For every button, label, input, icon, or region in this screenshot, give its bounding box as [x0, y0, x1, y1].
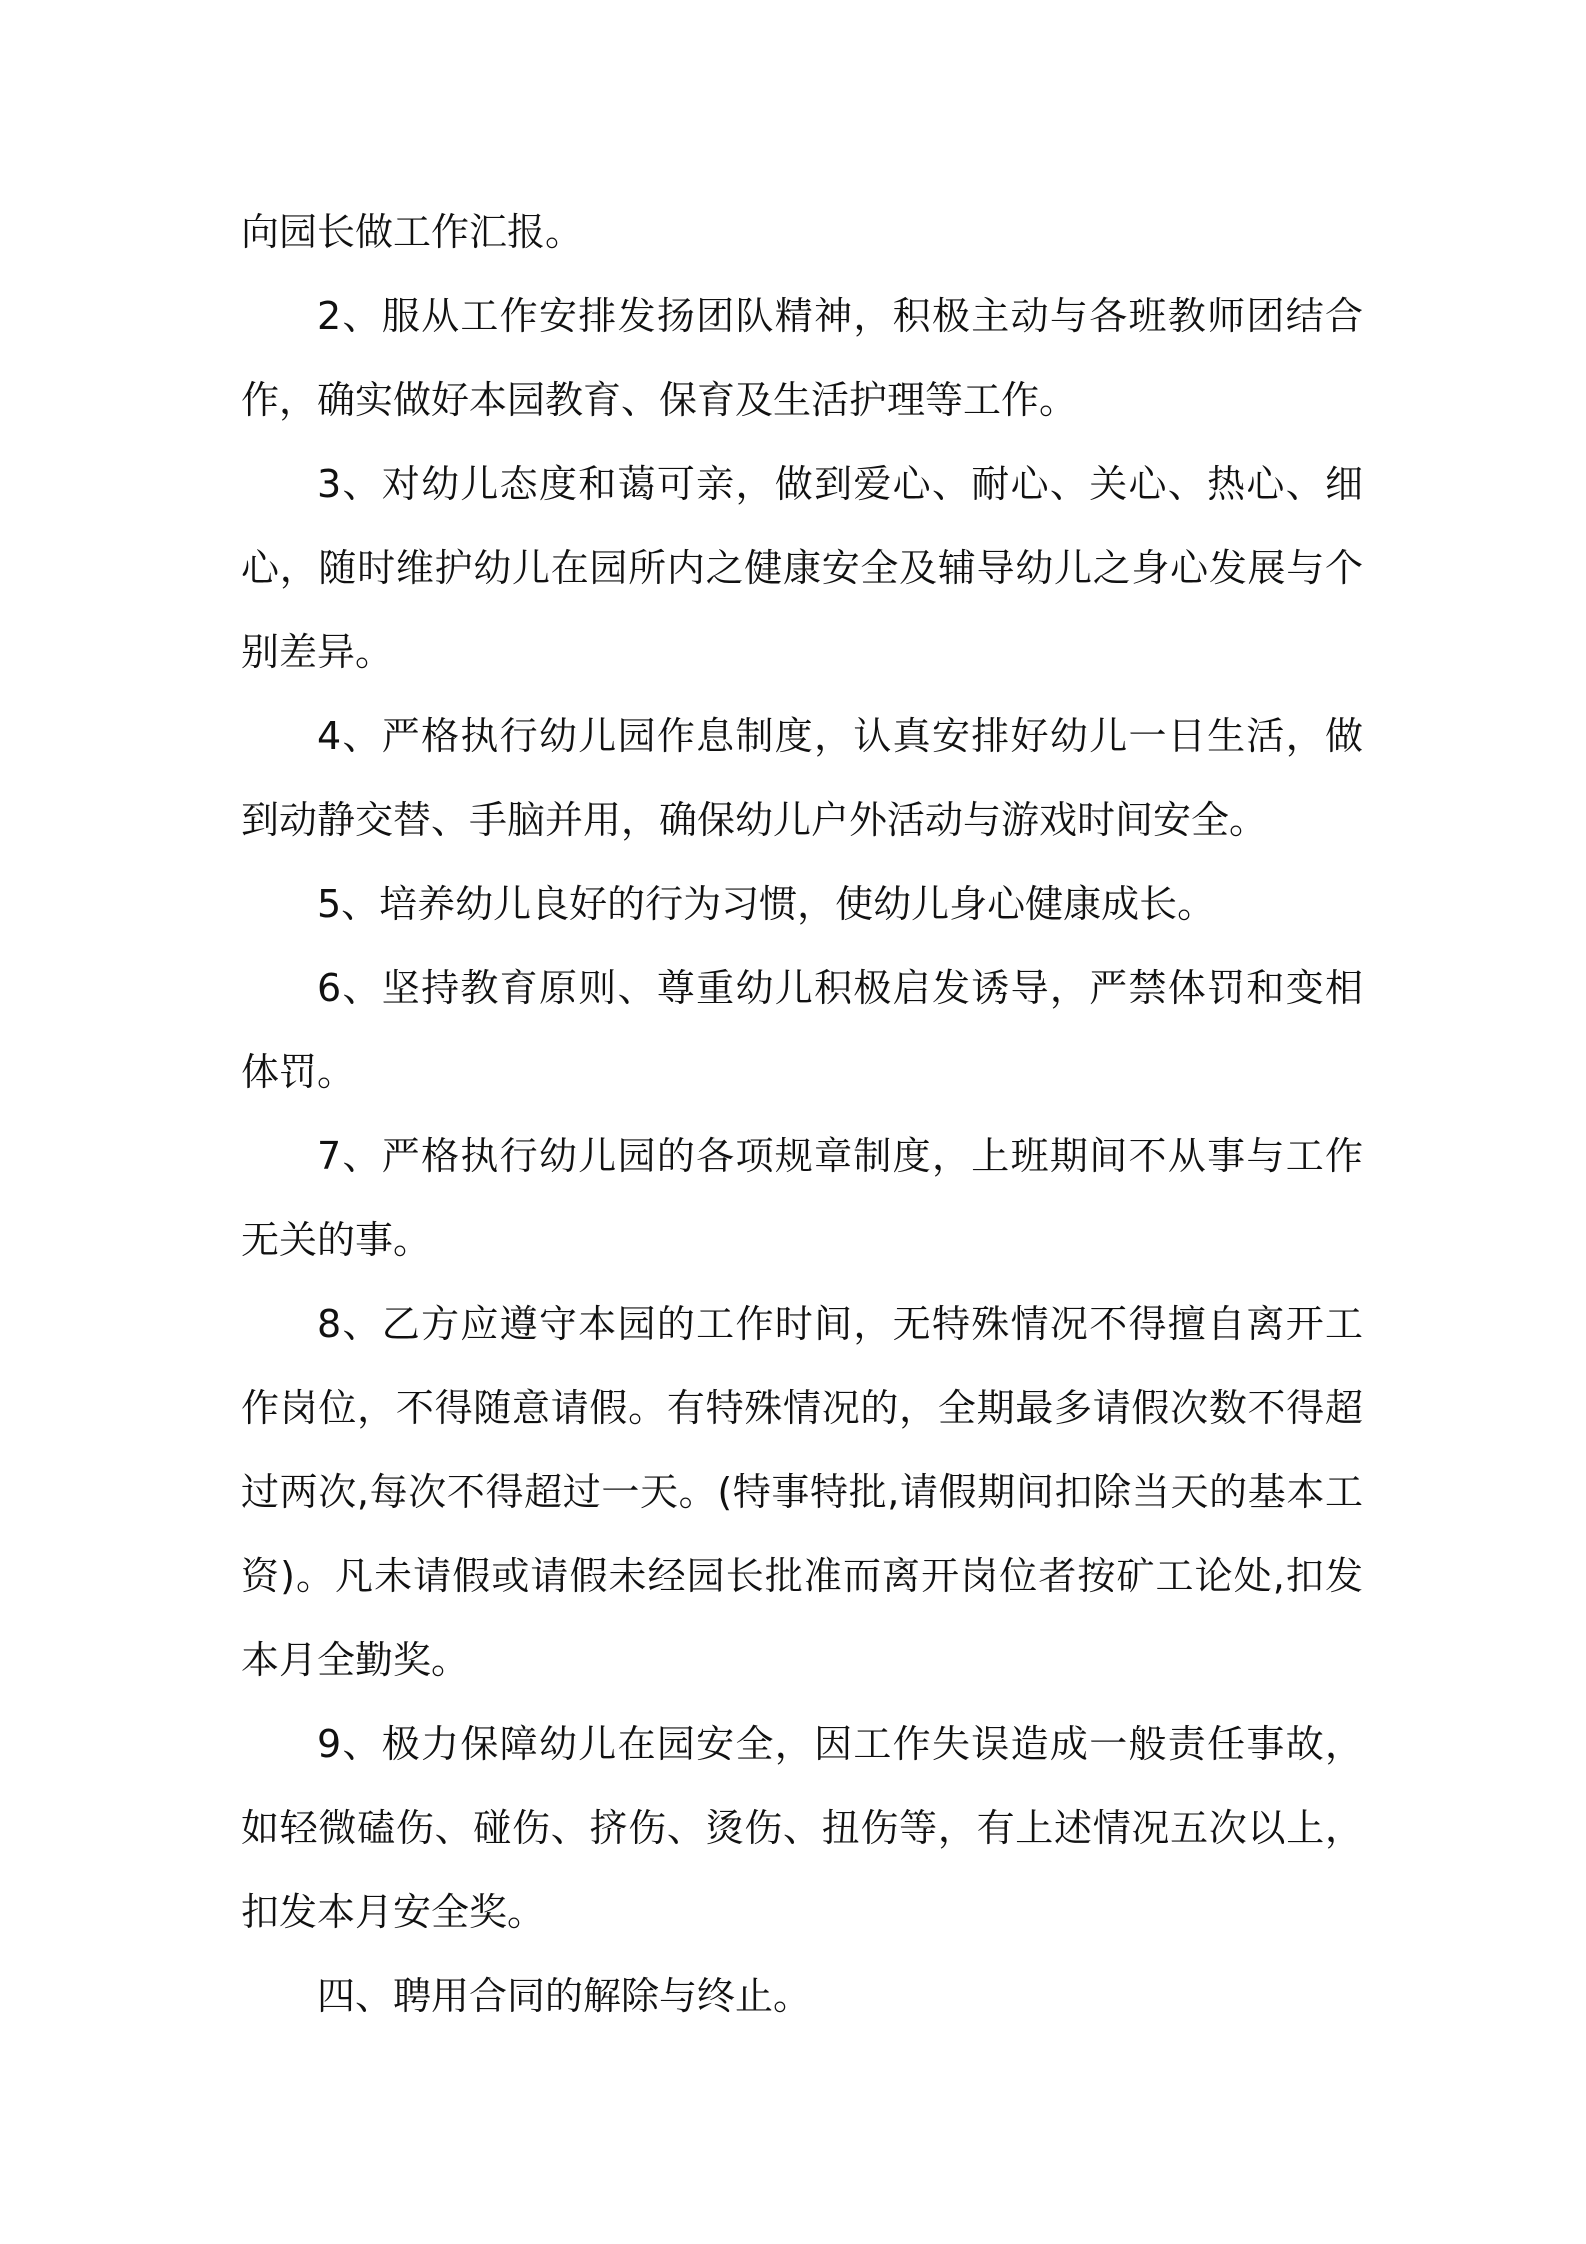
paragraph-item-2: 2、服从工作安排发扬团队精神，积极主动与各班教师团结合作，确实做好本园教育、保育及生活护理等工作。: [241, 294, 1363, 422]
document-page: [241, 190, 1363, 2038]
paragraph-item-6: 6、坚持教育原则、尊重幼儿积极启发诱导，严禁体罚和变相体罚。: [241, 966, 1363, 1094]
paragraph-item-8: 8、乙方应遵守本园的工作时间，无特殊情况不得擅自离开工作岗位，不得随意请假。有特殊情况的，全期最多请假次数不得超过两次,每次不得超过一天。(特事特批,请假期间扣除当天的基本工资)。凡未请假或请假未经园长批准而离开岗位者按矿工论处,扣发本月全勤奖。: [241, 1302, 1363, 1682]
paragraph-item-7: 7、严格执行幼儿园的各项规章制度，上班期间不从事与工作无关的事。: [241, 1134, 1363, 1262]
section-heading-4: 四、聘用合同的解除与终止。: [317, 1974, 812, 2018]
paragraph-continuation: 向园长做工作汇报。: [241, 210, 584, 254]
paragraph-item-3: 3、对幼儿态度和蔼可亲，做到爱心、耐心、关心、热心、细心，随时维护幼儿在园所内之健康安全及辅导幼儿之身心发展与个别差异。: [241, 462, 1363, 674]
paragraph-item-5: 5、培养幼儿良好的行为习惯，使幼儿身心健康成长。: [317, 882, 1216, 926]
paragraph-item-4: 4、严格执行幼儿园作息制度，认真安排好幼儿一日生活，做到动静交替、手脑并用，确保幼儿户外活动与游戏时间安全。: [241, 714, 1363, 842]
paragraph-item-9: 9、极力保障幼儿在园安全，因工作失误造成一般责任事故，如轻微磕伤、碰伤、挤伤、烫伤、扭伤等，有上述情况五次以上，扣发本月安全奖。: [241, 1722, 1363, 1934]
